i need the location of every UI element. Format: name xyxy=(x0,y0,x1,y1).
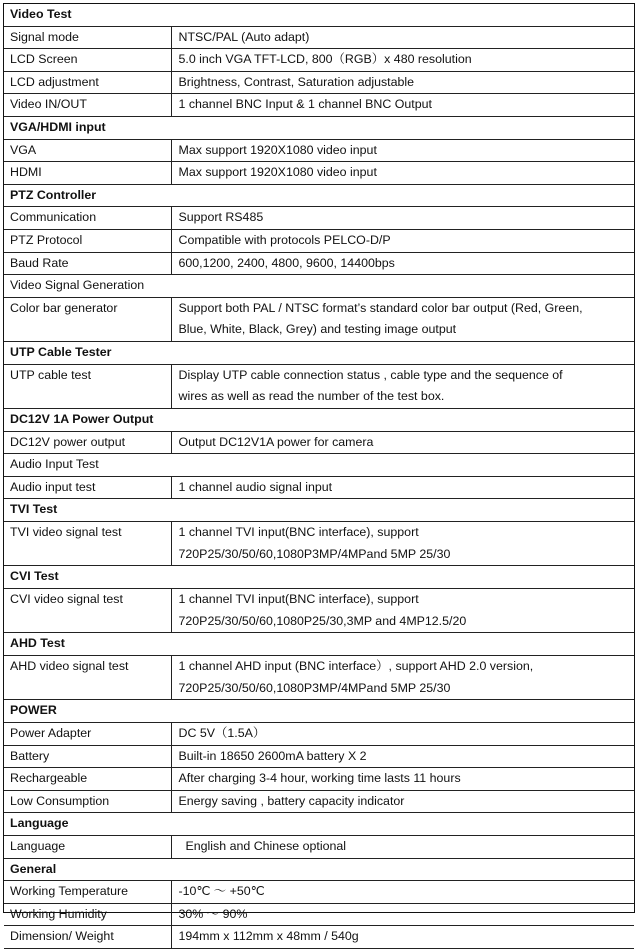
spec-value: NTSC/PAL (Auto adapt) xyxy=(171,26,634,49)
spec-row xyxy=(4,476,634,499)
spec-row xyxy=(4,656,634,700)
spec-value xyxy=(171,589,634,633)
spec-row xyxy=(4,49,634,72)
spec-row xyxy=(4,162,634,185)
spec-value: Built-in 18650 2600mA battery X 2 xyxy=(171,745,634,768)
spec-row xyxy=(4,835,634,858)
spec-value-line: Support both PAL / NTSC format’s standard color bar output (Red, Green, xyxy=(178,300,583,315)
spec-value: Max support 1920X1080 video input xyxy=(171,139,634,162)
spec-value: Support RS485 xyxy=(171,207,634,230)
spec-label: Language xyxy=(4,835,171,858)
spec-row xyxy=(4,903,634,926)
section-header-row xyxy=(4,454,634,477)
spec-label: PTZ Protocol xyxy=(4,229,171,252)
spec-row xyxy=(4,71,634,94)
spec-value-line: 1 channel TVI input(BNC interface), support xyxy=(178,525,419,540)
spec-table xyxy=(4,4,634,949)
spec-label: Communication xyxy=(4,207,171,230)
spec-row xyxy=(4,790,634,813)
spec-value: Output DC12V1A power for camera xyxy=(171,431,634,454)
spec-value: English and Chinese optional xyxy=(171,835,634,858)
spec-sheet xyxy=(3,3,635,944)
spec-value: 1 channel BNC Input & 1 channel BNC Output xyxy=(171,94,634,117)
spec-row xyxy=(4,768,634,791)
spec-label: Color bar generator xyxy=(4,297,171,341)
spec-value xyxy=(171,297,634,341)
spec-row xyxy=(4,589,634,633)
spec-label: DC12V power output xyxy=(4,431,171,454)
spec-label: Dimension/ Weight xyxy=(4,926,171,949)
spec-row xyxy=(4,364,634,408)
section-title: General xyxy=(4,858,634,881)
section-header-row xyxy=(4,813,634,836)
spec-row xyxy=(4,139,634,162)
section-header-row xyxy=(4,409,634,432)
spec-label: Video IN/OUT xyxy=(4,94,171,117)
spec-value: 5.0 inch VGA TFT-LCD, 800（RGB）x 480 resolution xyxy=(171,49,634,72)
section-title: CVI Test xyxy=(4,566,634,589)
spec-label: CVI video signal test xyxy=(4,589,171,633)
spec-value-line: 1 channel TVI input(BNC interface), support xyxy=(178,592,419,607)
section-title: Language xyxy=(4,813,634,836)
section-title: Audio Input Test xyxy=(4,454,634,477)
spec-row xyxy=(4,431,634,454)
spec-value: 194mm x 112mm x 48mm / 540g xyxy=(171,926,634,949)
spec-row xyxy=(4,26,634,49)
spec-row xyxy=(4,94,634,117)
section-title: POWER xyxy=(4,700,634,723)
spec-row xyxy=(4,229,634,252)
spec-value xyxy=(171,522,634,566)
spec-value xyxy=(171,364,634,408)
section-header-row xyxy=(4,700,634,723)
spec-value: 600,1200, 2400, 4800, 9600, 14400bps xyxy=(171,252,634,275)
section-title: VGA/HDMI input xyxy=(4,116,634,139)
section-header-row xyxy=(4,4,634,26)
spec-value: Compatible with protocols PELCO-D/P xyxy=(171,229,634,252)
section-title: Video Test xyxy=(4,4,634,26)
spec-row xyxy=(4,723,634,746)
spec-label: VGA xyxy=(4,139,171,162)
spec-value-line: 720P25/30/50/60,1080P25/30,3MP and 4MP12.5/20 xyxy=(178,613,467,628)
spec-value-line: 1 channel AHD input (BNC interface）, support AHD 2.0 version, xyxy=(178,659,534,674)
spec-row xyxy=(4,297,634,341)
section-title: UTP Cable Tester xyxy=(4,342,634,365)
spec-row xyxy=(4,207,634,230)
section-title: PTZ Controller xyxy=(4,184,634,207)
spec-value: After charging 3-4 hour, working time lasts 11 hours xyxy=(171,768,634,791)
spec-label: Signal mode xyxy=(4,26,171,49)
spec-label: HDMI xyxy=(4,162,171,185)
spec-label: Working Temperature xyxy=(4,881,171,904)
section-header-row xyxy=(4,566,634,589)
section-header-row xyxy=(4,275,634,298)
spec-value-line: 720P25/30/50/60,1080P3MP/4MPand 5MP 25/30 xyxy=(178,680,451,695)
spec-label: AHD video signal test xyxy=(4,656,171,700)
spec-label: Working Humidity xyxy=(4,903,171,926)
spec-value xyxy=(171,656,634,700)
section-header-row xyxy=(4,184,634,207)
spec-value: 30% ～ 90% xyxy=(171,903,634,926)
section-header-row xyxy=(4,116,634,139)
spec-row xyxy=(4,745,634,768)
spec-label: Battery xyxy=(4,745,171,768)
spec-value: Brightness, Contrast, Saturation adjustable xyxy=(171,71,634,94)
section-header-row xyxy=(4,342,634,365)
spec-label: TVI video signal test xyxy=(4,522,171,566)
spec-row xyxy=(4,926,634,949)
spec-row xyxy=(4,522,634,566)
spec-value-line: Display UTP cable connection status , cable type and the sequence of xyxy=(178,367,563,382)
spec-value-line: wires as well as read the number of the test box. xyxy=(178,389,445,404)
spec-label: Baud Rate xyxy=(4,252,171,275)
spec-value-line: Blue, White, Black, Grey) and testing image output xyxy=(178,322,457,337)
section-header-row xyxy=(4,499,634,522)
spec-value-line: 720P25/30/50/60,1080P3MP/4MPand 5MP 25/30 xyxy=(178,546,451,561)
spec-value: -10℃ ～ +50℃ xyxy=(171,881,634,904)
section-title: Video Signal Generation xyxy=(4,275,634,298)
spec-value: Energy saving , battery capacity indicator xyxy=(171,790,634,813)
spec-label: Power Adapter xyxy=(4,723,171,746)
spec-row xyxy=(4,252,634,275)
section-title: DC12V 1A Power Output xyxy=(4,409,634,432)
spec-label: LCD Screen xyxy=(4,49,171,72)
section-header-row xyxy=(4,858,634,881)
section-title: TVI Test xyxy=(4,499,634,522)
spec-value: 1 channel audio signal input xyxy=(171,476,634,499)
spec-label: LCD adjustment xyxy=(4,71,171,94)
spec-table-body xyxy=(4,4,634,948)
section-title: AHD Test xyxy=(4,633,634,656)
spec-row xyxy=(4,881,634,904)
spec-value: DC 5V（1.5A） xyxy=(171,723,634,746)
spec-label: Rechargeable xyxy=(4,768,171,791)
spec-value: Max support 1920X1080 video input xyxy=(171,162,634,185)
spec-label: UTP cable test xyxy=(4,364,171,408)
spec-label: Low Consumption xyxy=(4,790,171,813)
spec-label: Audio input test xyxy=(4,476,171,499)
section-header-row xyxy=(4,633,634,656)
